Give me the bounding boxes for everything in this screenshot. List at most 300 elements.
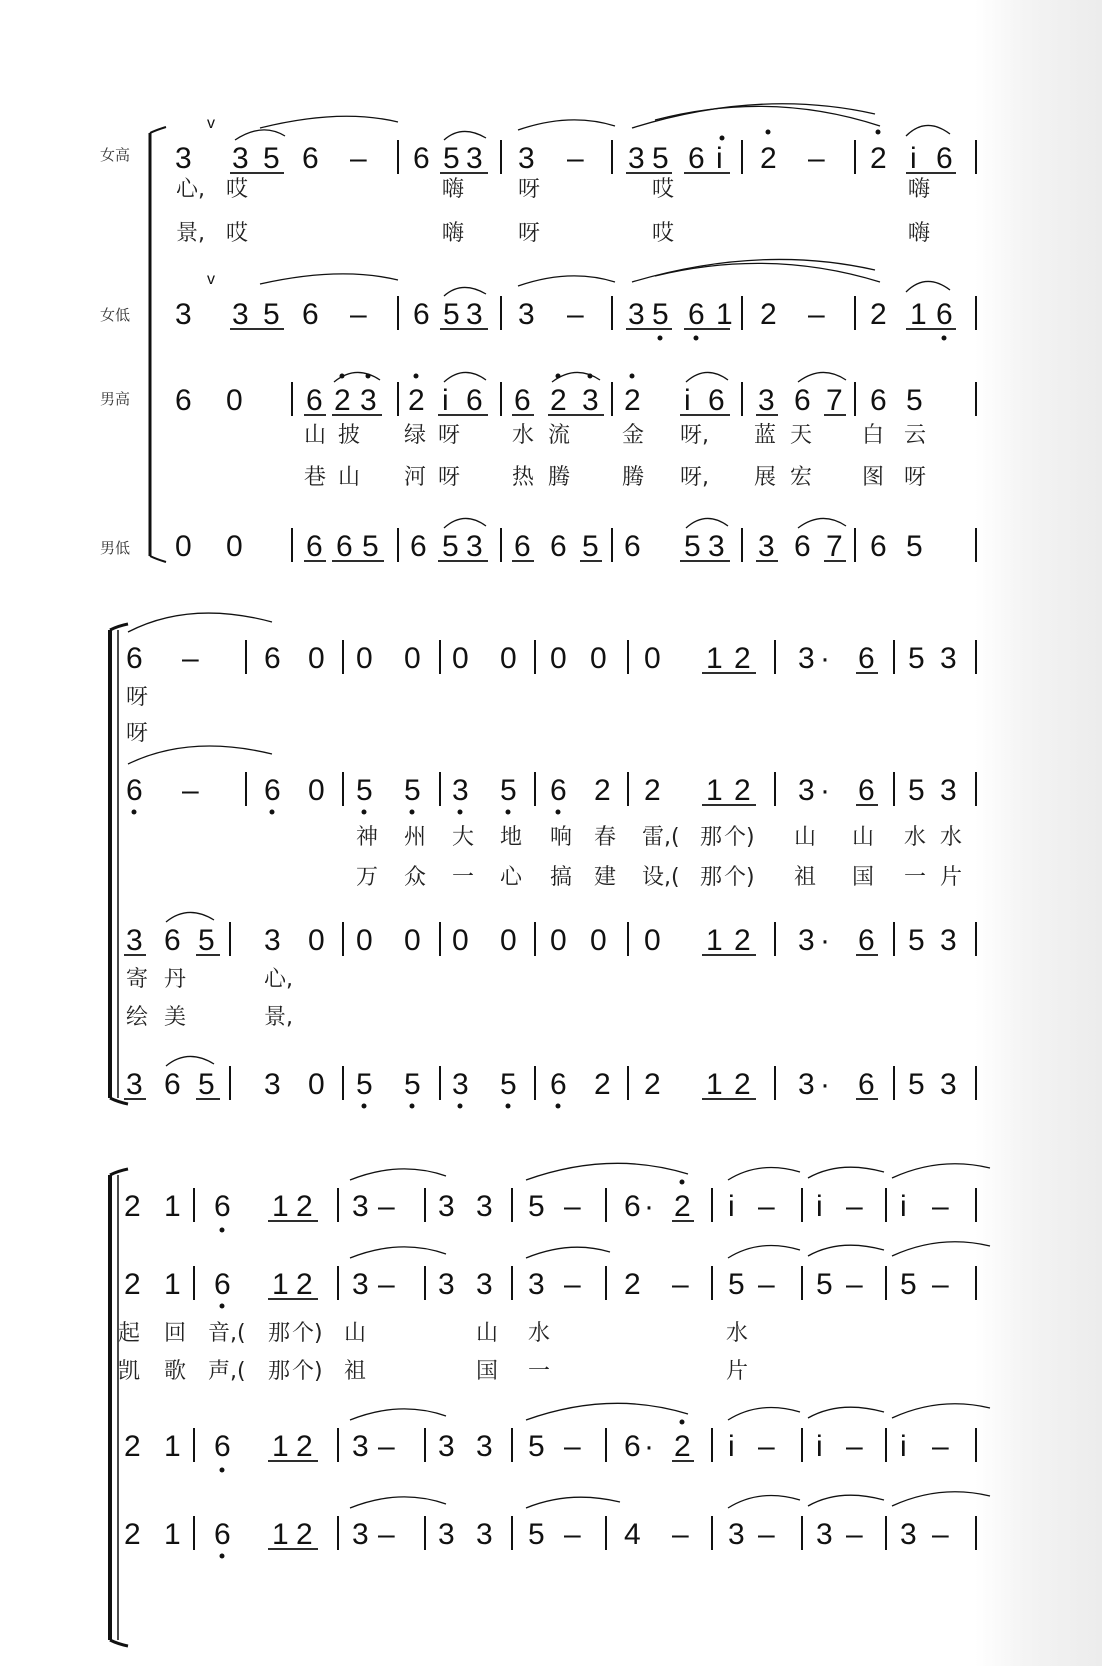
note: 3 [452,774,469,807]
note: 6 [550,774,567,807]
dash: – [758,1430,775,1463]
note: 0 [550,924,567,957]
note: 5 [908,774,925,807]
note: 0 [590,924,607,957]
dash: – [758,1518,775,1551]
note: 6 [413,142,430,175]
lyric: 热 [512,465,535,490]
lyric: 那 [700,825,723,850]
note: 6 [688,142,705,175]
note: 6 [858,642,875,675]
note: 2 [124,1430,141,1463]
note: 2 [594,1068,611,1101]
note: 3 [175,298,192,331]
staff-tenor [124,1403,990,1472]
note: 1 [272,1268,289,1301]
note: 3 [708,530,725,563]
lyric: 腾 [622,465,645,490]
note: 2 [296,1190,313,1223]
note: 5 [356,1068,373,1101]
dash: – [378,1430,395,1463]
note: 2 [734,774,751,807]
note: 3 [900,1518,917,1551]
dash: – [808,298,825,331]
lyric: 音,( [208,1321,246,1346]
dash: – [932,1518,949,1551]
note: 6 [708,384,725,417]
note: 6 [306,384,323,417]
note: 5 [906,530,923,563]
dash: – [672,1268,689,1301]
note: 5 [404,774,421,807]
note: i [716,142,723,175]
lyric: 云 [904,423,927,448]
lyric: 个) [724,825,755,850]
note: 5 [442,530,459,563]
note: 6 [264,774,281,807]
staff-tenor [175,372,976,490]
dash: – [758,1268,775,1301]
lyric: 水 [904,825,927,850]
dash: – [182,642,199,675]
note: 3 [466,142,483,175]
note: 1 [272,1518,289,1551]
note: 6 [514,384,531,417]
note: 3 [352,1190,369,1223]
dash: – [564,1430,581,1463]
note: 3 [175,142,192,175]
lyric: 巷 [304,465,327,490]
note: i [816,1190,823,1223]
note: 6 [794,384,811,417]
lyric: 一 [904,865,927,890]
note: 5 [652,142,669,175]
lyric: 搞 [550,865,573,890]
note: 2 [408,384,425,417]
dash: – [564,1268,581,1301]
dash: – [846,1518,863,1551]
lyric: 一 [528,1359,551,1384]
lyric: 景, [176,221,205,246]
note: 1 [164,1518,181,1551]
note: 3 [476,1190,493,1223]
note: 1 [910,298,927,331]
note: 2 [644,1068,661,1101]
system-2 [110,613,976,1108]
staff-soprano [175,104,976,246]
note: 3 [798,642,815,675]
note: 2 [734,1068,751,1101]
lyric: 神 [356,825,379,850]
note: 0 [590,642,607,675]
note: i [900,1190,907,1223]
note: 3 [816,1518,833,1551]
note: 5 [652,298,669,331]
note: 3 [126,1068,143,1101]
staff-bass [124,1056,976,1108]
lyric: 呀 [126,721,149,746]
lyric: 春 [594,825,617,850]
note: 6 [410,530,427,563]
staff-soprano [126,613,976,746]
note: 2 [760,142,777,175]
lyric: 片 [940,865,963,890]
lyric: 设,( [642,865,680,890]
note: 2 [594,774,611,807]
lyric: 响 [550,825,573,850]
note: 3 [352,1518,369,1551]
note: 3 [758,384,775,417]
staff-tenor [124,912,976,1030]
note: 6 [264,642,281,675]
lyric: 山 [794,825,817,850]
note: 2 [734,642,751,675]
lyric: 歌 [164,1359,187,1384]
note: 3 [798,1068,815,1101]
dash: – [846,1430,863,1463]
note: 2 [644,774,661,807]
note: 3 [360,384,377,417]
dash: – [932,1268,949,1301]
note: 6 [302,142,319,175]
note: 5 [528,1190,545,1223]
note: i [816,1430,823,1463]
note: 3 [126,924,143,957]
note: 3 [438,1518,455,1551]
lyric: 山 [476,1321,499,1346]
dash: – [846,1190,863,1223]
note: 5 [404,1068,421,1101]
note: 1 [706,774,723,807]
note: 3 [352,1268,369,1301]
lyric: 嗨 [908,221,931,246]
note: 5 [900,1268,917,1301]
note: 3 [798,774,815,807]
staff-soprano [124,1163,990,1232]
note: 0 [644,924,661,957]
lyric: 片 [726,1359,749,1384]
note: 6 [624,1190,641,1223]
note: 5 [263,142,280,175]
note: i [910,142,917,175]
note: 3 [528,1268,545,1301]
lyric: 山 [304,423,327,448]
lyric: 呀 [518,177,541,202]
lyric: 心 [500,865,523,890]
lyric: 美 [164,1005,187,1030]
dash: – [378,1268,395,1301]
note: 5 [443,142,460,175]
note: 3 [628,298,645,331]
part-label-alto: 女低 [100,306,131,324]
note: 6 [306,530,323,563]
note: 0 [404,924,421,957]
note: 6 [214,1190,231,1223]
lyric: 祖 [344,1359,367,1384]
note: 2 [296,1268,313,1301]
note: 6 [624,1430,641,1463]
note: 3 [438,1190,455,1223]
note: 6 [214,1518,231,1551]
lyric: 心, [264,967,293,992]
dot: · [644,1190,654,1223]
dot: · [820,924,830,957]
note: 0 [308,924,325,957]
lyric: 山 [344,1321,367,1346]
note: 5 [198,1068,215,1101]
lyric: 天 [790,423,813,448]
lyric: 万 [356,865,379,890]
note: 5 [198,924,215,957]
dash: – [758,1190,775,1223]
part-label-soprano: 女高 [100,146,131,164]
note: i [900,1430,907,1463]
part-label-tenor: 男高 [100,390,131,408]
lyric: 呀, [680,423,709,448]
lyric: 大 [452,825,475,850]
note: 3 [438,1268,455,1301]
note: 3 [518,142,535,175]
note: 6 [550,1068,567,1101]
note: 6 [624,530,641,563]
dot: · [820,642,830,675]
dash: – [350,142,367,175]
note: 5 [728,1268,745,1301]
lyric: 那 [268,1359,291,1384]
note: 2 [734,924,751,957]
note: 2 [334,384,351,417]
note: 6 [164,924,181,957]
note: 2 [674,1190,691,1223]
note: 2 [760,298,777,331]
note: 2 [674,1430,691,1463]
note: 3 [940,924,957,957]
note: 6 [794,530,811,563]
note: 6 [466,384,483,417]
note: 1 [706,1068,723,1101]
lyric: 展 [754,465,777,490]
dash: – [932,1430,949,1463]
lyric: 个) [292,1359,323,1384]
note: 5 [684,530,701,563]
note: 0 [226,530,243,563]
note: 0 [175,530,192,563]
lyric: 哎 [226,221,249,246]
dot: · [820,774,830,807]
note: 1 [706,924,723,957]
note: 2 [296,1430,313,1463]
note: 5 [362,530,379,563]
note: 6 [936,142,953,175]
lyric: 嗨 [442,221,465,246]
note: i [442,384,449,417]
dash: – [932,1190,949,1223]
dash: – [808,142,825,175]
note: 0 [500,642,517,675]
dash: – [846,1268,863,1301]
system-3 [110,1163,990,1646]
note: 6 [175,384,192,417]
note: 0 [356,642,373,675]
dot: · [644,1430,654,1463]
note: 2 [624,384,641,417]
lyric: 呀 [518,221,541,246]
lyric: 披 [338,423,361,448]
note: 3 [582,384,599,417]
lyric: 水 [528,1321,551,1346]
note: 0 [452,924,469,957]
note: 6 [514,530,531,563]
lyric: 水 [512,423,535,448]
staff-alto [118,1242,990,1384]
lyric: 祖 [794,865,817,890]
note: 1 [706,642,723,675]
lyric: 凯 [118,1359,141,1384]
note: 7 [826,384,843,417]
note: 6 [336,530,353,563]
note: 2 [550,384,567,417]
staff-bass [124,1492,990,1559]
lyric: 声,( [208,1359,246,1384]
note: 3 [628,142,645,175]
lyric: 嗨 [908,177,931,202]
note: 6 [858,1068,875,1101]
note: i [728,1430,735,1463]
note: 6 [870,530,887,563]
dot: · [820,1068,830,1101]
note: 1 [272,1190,289,1223]
note: 6 [688,298,705,331]
lyric: 景, [264,1005,293,1030]
note: 5 [908,1068,925,1101]
note: 3 [728,1518,745,1551]
note: 3 [452,1068,469,1101]
note: 3 [466,298,483,331]
note: 1 [716,298,733,331]
note: 5 [263,298,280,331]
lyric: 个) [724,865,755,890]
note: 0 [356,924,373,957]
lyric: 呀, [680,465,709,490]
dash: – [350,298,367,331]
dash: – [182,774,199,807]
dash: – [378,1190,395,1223]
lyric: 嗨 [442,177,465,202]
note: 3 [476,1518,493,1551]
note: 0 [550,642,567,675]
note: 6 [936,298,953,331]
lyric: 雷,( [642,825,680,850]
note: 0 [308,1068,325,1101]
note: 6 [214,1430,231,1463]
lyric: 地 [500,825,523,850]
note: 5 [356,774,373,807]
lyric: 众 [404,865,427,890]
lyric: 水 [940,825,963,850]
note: 0 [226,384,243,417]
note: 6 [126,774,143,807]
note: 5 [443,298,460,331]
lyric: 那 [268,1321,291,1346]
note: 5 [908,642,925,675]
lyric: 绘 [126,1005,149,1030]
dash: – [672,1518,689,1551]
note: 2 [296,1518,313,1551]
note: 3 [940,642,957,675]
lyric: 回 [164,1321,187,1346]
breath-mark: v [207,115,215,132]
lyric: 那 [700,865,723,890]
lyric: 个) [292,1321,323,1346]
note: 3 [264,924,281,957]
lyric: 山 [338,465,361,490]
note: 5 [582,530,599,563]
dash: – [567,298,584,331]
lyric: 州 [404,825,427,850]
note: 3 [352,1430,369,1463]
note: 1 [272,1430,289,1463]
note: 6 [858,924,875,957]
note: 3 [438,1430,455,1463]
note: 5 [500,1068,517,1101]
lyric: 呀 [438,423,461,448]
lyric: 绿 [404,423,427,448]
lyric: 蓝 [754,423,777,448]
note: 3 [264,1068,281,1101]
lyric: 建 [594,865,617,890]
lyric: 腾 [548,465,571,490]
note: 1 [164,1430,181,1463]
note: 6 [164,1068,181,1101]
note: 0 [404,642,421,675]
note: 0 [308,774,325,807]
note: 2 [124,1190,141,1223]
staff-alto [175,259,976,340]
dash: – [564,1518,581,1551]
system-1 [100,104,976,563]
dash: – [567,142,584,175]
note: 5 [816,1268,833,1301]
lyric: 呀 [904,465,927,490]
lyric: 哎 [652,177,675,202]
note: 6 [413,298,430,331]
staff-alto [126,746,976,890]
note: 6 [126,642,143,675]
breath-mark: v [207,271,215,288]
note: 3 [232,142,249,175]
lyric: 金 [622,423,645,448]
lyric: 河 [404,465,427,490]
lyric: 哎 [652,221,675,246]
staff-bass [175,518,976,563]
lyric: 宏 [790,465,813,490]
note: 2 [124,1518,141,1551]
note: 5 [528,1518,545,1551]
dash: – [378,1518,395,1551]
lyric: 寄 [126,967,149,992]
note: 3 [232,298,249,331]
note: 2 [124,1268,141,1301]
lyric: 水 [726,1321,749,1346]
note: i [684,384,691,417]
lyric: 图 [862,465,885,490]
lyric: 丹 [164,967,187,992]
note: 5 [500,774,517,807]
note: 0 [644,642,661,675]
note: i [728,1190,735,1223]
note: 0 [452,642,469,675]
note: 6 [302,298,319,331]
